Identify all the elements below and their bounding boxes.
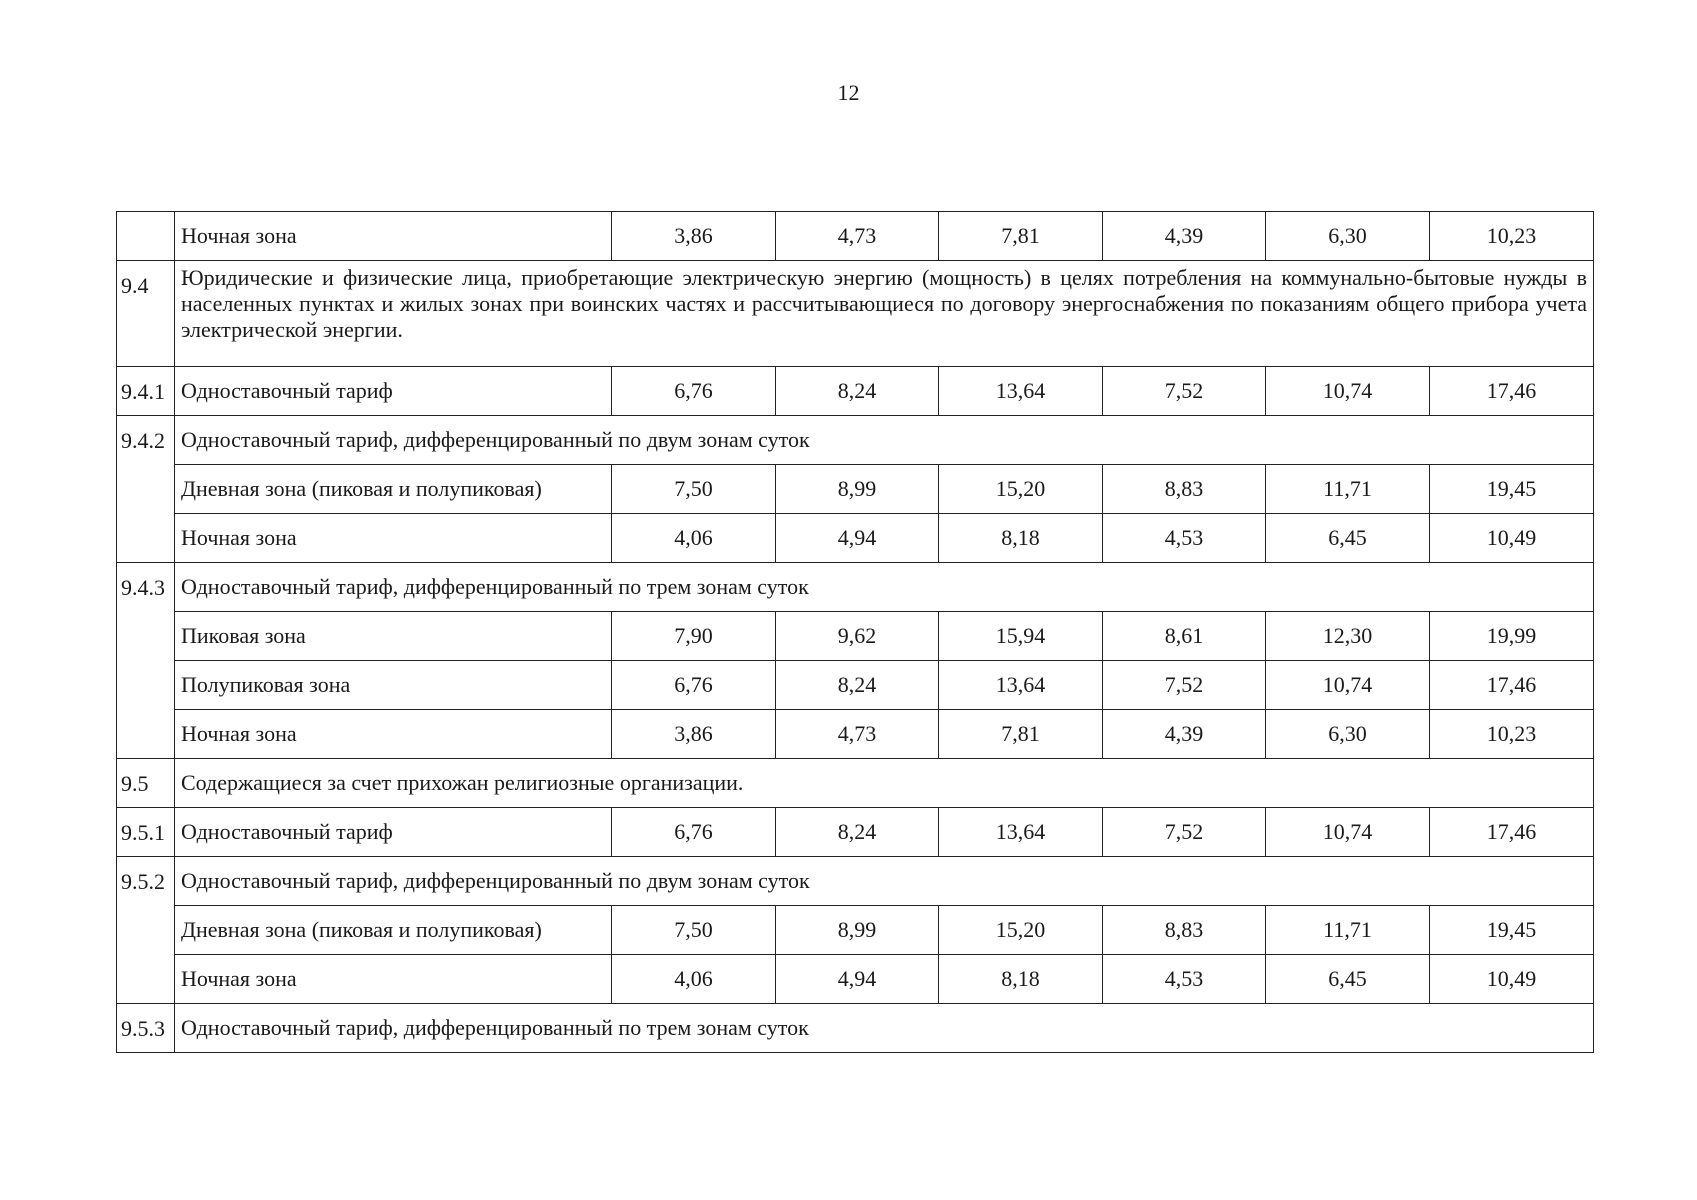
- row-label: Полупиковая зона: [175, 661, 612, 710]
- tariff-value: 8,18: [939, 514, 1103, 563]
- tariff-value: 10,74: [1266, 808, 1430, 857]
- tariff-value: 7,81: [939, 212, 1103, 261]
- row-number: 9.4.3: [117, 563, 175, 759]
- tariff-value: 11,71: [1266, 906, 1430, 955]
- tariff-value: 6,30: [1266, 710, 1430, 759]
- table-row: [117, 416, 1594, 465]
- tariff-value: 8,24: [776, 808, 939, 857]
- tariff-value: 4,53: [1103, 514, 1266, 563]
- row-label: Дневная зона (пиковая и полупиковая): [175, 906, 612, 955]
- table-row: [117, 808, 1594, 857]
- tariff-value: 4,06: [612, 514, 776, 563]
- row-number: 9.5.3: [117, 1004, 175, 1053]
- table-row: [117, 612, 1594, 661]
- table-row: [117, 367, 1594, 416]
- tariff-value: 7,90: [612, 612, 776, 661]
- subsection-heading: Одноставочный тариф, дифференцированный по трем зонам суток: [175, 1004, 1594, 1053]
- row-number: 9.5: [117, 759, 175, 808]
- page-number: 12: [837, 80, 860, 105]
- tariff-value: 4,53: [1103, 955, 1266, 1004]
- table-row: [117, 465, 1594, 514]
- tariff-value: 19,99: [1430, 612, 1594, 661]
- tariff-value: 7,50: [612, 906, 776, 955]
- tariff-value: 15,20: [939, 906, 1103, 955]
- row-label: Дневная зона (пиковая и полупиковая): [175, 465, 612, 514]
- row-label: Ночная зона: [175, 955, 612, 1004]
- tariff-value: 15,94: [939, 612, 1103, 661]
- section-heading: Содержащиеся за счет прихожан религиозные организации.: [175, 759, 1594, 808]
- tariff-value: 8,99: [776, 465, 939, 514]
- tariff-value: 7,52: [1103, 808, 1266, 857]
- tariff-value: 7,52: [1103, 661, 1266, 710]
- section-heading: Юридические и физические лица, приобретающие электрическую энергию (мощность) в целях потребления на коммунально-бытовые нужды в населенных пунктах и жилых зонах при воинских частях и рассчитывающиеся по договору энергоснабжения по показаниям общего прибора учета электрической энергии.: [175, 261, 1594, 367]
- tariff-value: 10,74: [1266, 367, 1430, 416]
- tariff-value: 7,81: [939, 710, 1103, 759]
- table-row: [117, 661, 1594, 710]
- tariff-value: 7,52: [1103, 367, 1266, 416]
- tariff-value: 6,30: [1266, 212, 1430, 261]
- row-number: 9.4: [117, 261, 175, 367]
- row-label: Ночная зона: [175, 514, 612, 563]
- table-row: [117, 955, 1594, 1004]
- table-row: [117, 857, 1594, 906]
- tariff-value: 10,23: [1430, 212, 1594, 261]
- row-number: 9.4.1: [117, 367, 175, 416]
- table-row: [117, 212, 1594, 261]
- row-label: Ночная зона: [175, 710, 612, 759]
- tariff-value: 8,83: [1103, 906, 1266, 955]
- table-row: [117, 1004, 1594, 1053]
- tariff-value: 8,24: [776, 661, 939, 710]
- tariff-value: 10,49: [1430, 955, 1594, 1004]
- table-row: [117, 759, 1594, 808]
- tariff-value: 6,76: [612, 808, 776, 857]
- tariff-value: 8,61: [1103, 612, 1266, 661]
- table-row: [117, 261, 1594, 367]
- tariff-value: 19,45: [1430, 465, 1594, 514]
- row-number: 9.5.1: [117, 808, 175, 857]
- table-row: [117, 563, 1594, 612]
- subsection-heading: Одноставочный тариф, дифференцированный по двум зонам суток: [175, 857, 1594, 906]
- tariff-value: 4,39: [1103, 710, 1266, 759]
- tariff-value: 8,18: [939, 955, 1103, 1004]
- tariff-value: 4,06: [612, 955, 776, 1004]
- tariff-value: 12,30: [1266, 612, 1430, 661]
- tariff-value: 10,49: [1430, 514, 1594, 563]
- row-label: Одноставочный тариф: [175, 808, 612, 857]
- tariff-value: 13,64: [939, 661, 1103, 710]
- tariff-value: 8,99: [776, 906, 939, 955]
- tariff-value: 4,94: [776, 955, 939, 1004]
- tariff-value: 13,64: [939, 367, 1103, 416]
- tariff-value: 17,46: [1430, 367, 1594, 416]
- table-row: [117, 514, 1594, 563]
- table-row: [117, 710, 1594, 759]
- tariff-value: 4,73: [776, 212, 939, 261]
- subsection-heading: Одноставочный тариф, дифференцированный по трем зонам суток: [175, 563, 1594, 612]
- tariff-value: 6,76: [612, 661, 776, 710]
- row-number: [117, 212, 175, 261]
- tariff-value: 15,20: [939, 465, 1103, 514]
- tariff-value: 3,86: [612, 212, 776, 261]
- tariff-value: 10,74: [1266, 661, 1430, 710]
- tariff-value: 4,39: [1103, 212, 1266, 261]
- tariff-value: 17,46: [1430, 661, 1594, 710]
- tariff-value: 7,50: [612, 465, 776, 514]
- tariff-value: 6,76: [612, 367, 776, 416]
- row-number: 9.4.2: [117, 416, 175, 563]
- tariff-value: 4,73: [776, 710, 939, 759]
- tariff-value: 3,86: [612, 710, 776, 759]
- tariff-value: 8,83: [1103, 465, 1266, 514]
- tariff-value: 9,62: [776, 612, 939, 661]
- tariff-value: 6,45: [1266, 514, 1430, 563]
- subsection-heading: Одноставочный тариф, дифференцированный по двум зонам суток: [175, 416, 1594, 465]
- tariff-value: 8,24: [776, 367, 939, 416]
- tariff-value: 11,71: [1266, 465, 1430, 514]
- tariff-table: [116, 211, 1594, 1053]
- tariff-value: 17,46: [1430, 808, 1594, 857]
- row-number: 9.5.2: [117, 857, 175, 1004]
- tariff-value: 6,45: [1266, 955, 1430, 1004]
- tariff-value: 10,23: [1430, 710, 1594, 759]
- row-label: Пиковая зона: [175, 612, 612, 661]
- table-row: [117, 906, 1594, 955]
- tariff-value: 19,45: [1430, 906, 1594, 955]
- row-label: Ночная зона: [175, 212, 612, 261]
- tariff-value: 4,94: [776, 514, 939, 563]
- tariff-value: 13,64: [939, 808, 1103, 857]
- row-label: Одноставочный тариф: [175, 367, 612, 416]
